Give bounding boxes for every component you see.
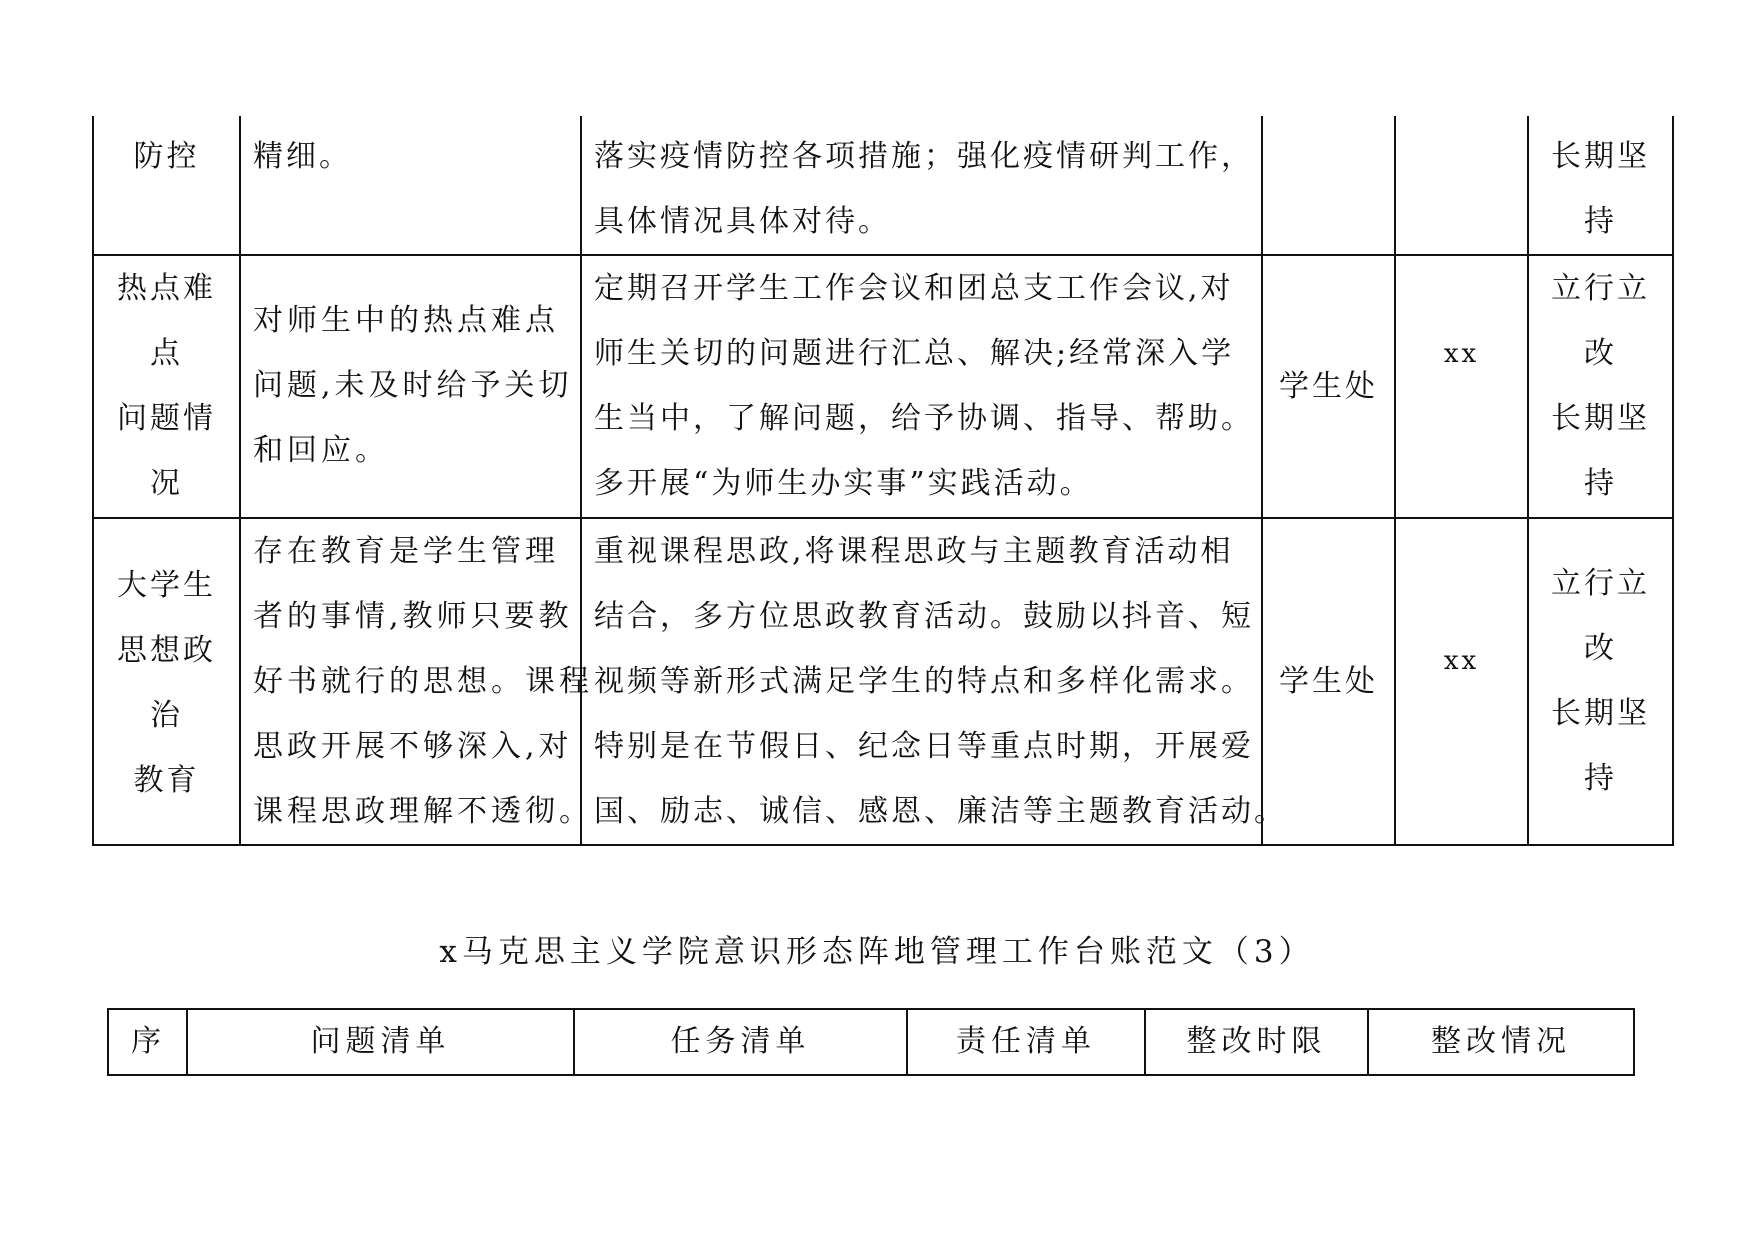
task-line: 视频等新形式满足学生的特点和多样化需求。 [594, 664, 1254, 699]
column-header-deadline: 整改时限 [1145, 1009, 1368, 1075]
table-header-row [108, 1009, 1634, 1075]
person-cell: xx [1395, 518, 1528, 845]
task-line: 落实疫情防控各项措施；强化疫情研判工作， [594, 139, 1254, 174]
task-cell [581, 518, 1287, 845]
problem-line: 思政开展不够深入,对 [253, 729, 573, 764]
problem-cell [240, 255, 581, 518]
person-cell: xx [1395, 255, 1528, 518]
category-line: 思想政 [117, 633, 216, 668]
status-line: 立行立 [1551, 566, 1650, 601]
task-cell [581, 116, 1262, 255]
category-line: 教育 [133, 763, 200, 798]
category-line: 治 [150, 698, 183, 733]
section-title: x马克思主义学院意识形态阵地管理工作台账范文（3） [439, 934, 1315, 970]
column-header-problems: 问题清单 [187, 1009, 574, 1075]
problem-line: 者的事情,教师只要教 [253, 599, 573, 634]
task-line: 生当中，了解问题，给予协调、指导、帮助。 [594, 401, 1254, 436]
responsible-cell: 学生处 [1262, 518, 1395, 845]
person-cell [1395, 116, 1528, 255]
category-line: 况 [150, 466, 183, 501]
problem-line: 存在教育是学生管理 [253, 534, 559, 569]
responsible-cell [1262, 116, 1395, 255]
category-cell [93, 518, 240, 845]
task-line: 具体情况具体对待。 [594, 204, 891, 239]
status-cell [1528, 116, 1673, 255]
category-line: 防控 [133, 139, 200, 174]
continuation-table [92, 116, 1674, 846]
header-table [107, 1008, 1635, 1076]
category-line: 热点难 [117, 271, 216, 306]
table-row [93, 518, 1673, 845]
problem-cell [240, 116, 581, 255]
task-line: 特别是在节假日、纪念日等重点时期，开展爱 [594, 729, 1254, 764]
task-line: 师生关切的问题进行汇总、解决;经常深入学 [594, 336, 1235, 371]
status-cell [1528, 255, 1673, 518]
status-line: 持 [1584, 761, 1617, 796]
status-line: 长期坚 [1551, 401, 1650, 436]
task-line: 国、励志、诚信、感恩、廉洁等主题教育活动。 [594, 794, 1287, 829]
category-cell [93, 255, 240, 518]
status-line: 持 [1584, 466, 1617, 501]
category-line: 点 [150, 336, 183, 371]
status-line: 改 [1584, 336, 1617, 371]
problem-cell [240, 518, 593, 845]
problem-line: 课程思政理解不透彻。 [253, 794, 593, 829]
column-header-index: 序 [108, 1009, 187, 1075]
category-line: 问题情 [117, 401, 216, 436]
column-header-tasks: 任务清单 [574, 1009, 907, 1075]
task-line: 定期召开学生工作会议和团总支工作会议,对 [594, 271, 1234, 306]
category-line: 大学生 [117, 568, 216, 603]
status-line: 立行立 [1551, 271, 1650, 306]
problem-line: 问题,未及时给予关切 [253, 368, 573, 403]
status-cell [1528, 518, 1673, 845]
column-header-responsibility: 责任清单 [907, 1009, 1145, 1075]
task-cell [581, 255, 1262, 518]
problem-line: 精细。 [253, 139, 352, 174]
task-line: 重视课程思政,将课程思政与主题教育活动相 [594, 534, 1234, 569]
status-line: 改 [1584, 631, 1617, 666]
table-row [93, 255, 1673, 518]
status-line: 持 [1584, 204, 1617, 239]
task-line: 结合，多方位思政教育活动。鼓励以抖音、短 [594, 599, 1254, 634]
status-line: 长期坚 [1551, 696, 1650, 731]
status-line: 长期坚 [1551, 139, 1650, 174]
problem-line: 和回应。 [253, 433, 389, 468]
task-line: 多开展“为师生办实事”实践活动。 [594, 466, 1093, 501]
problem-line: 好书就行的思想。课程 [253, 664, 593, 699]
category-cell [93, 116, 240, 255]
responsible-cell: 学生处 [1262, 255, 1395, 518]
problem-line: 对师生中的热点难点 [253, 303, 559, 338]
column-header-status: 整改情况 [1368, 1009, 1634, 1075]
table-row [93, 116, 1673, 255]
